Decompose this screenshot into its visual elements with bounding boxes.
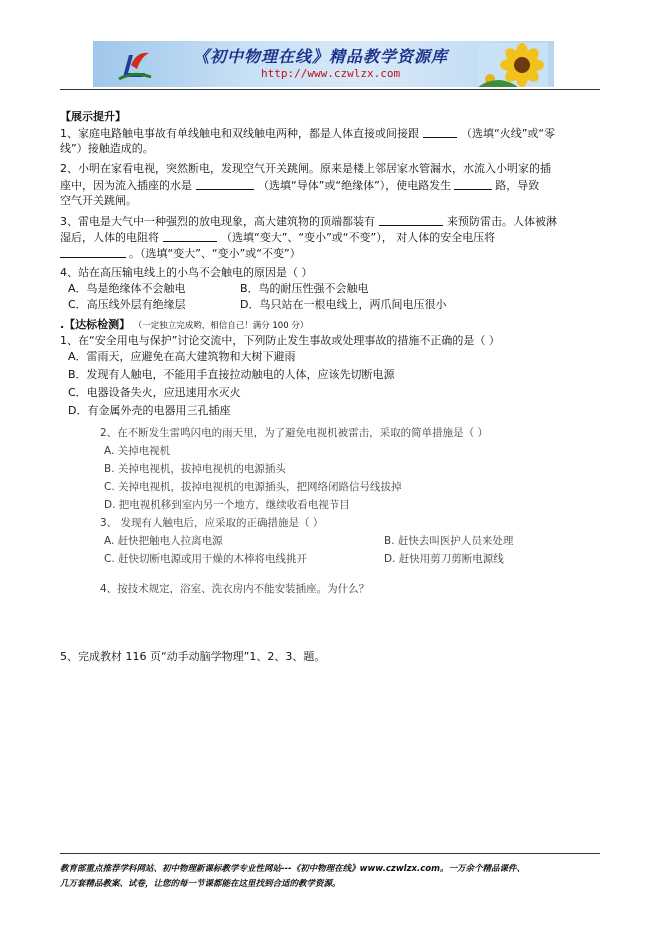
q3-text-d: （选填“变大”、“变小”或“不变”）， 对人体的安全电压将: [221, 231, 496, 244]
question-3-line-2: [60, 230, 495, 245]
q2-text-b: （选填“导体”或“绝缘体”），使电路发生: [258, 179, 452, 192]
question-3-line-3: [60, 246, 301, 261]
check-question-5: 5、完成教材 116 页“动手动脑学物理”1、2、3、题。: [60, 650, 326, 663]
question-3: [60, 214, 557, 229]
sunflower-icon: [478, 43, 548, 87]
check-q2-option-a[interactable]: A. 关掉电视机: [104, 445, 171, 457]
footer-line-2: 几万套精品教案、试卷，让您的每一节课都能在这里找到合适的教学资源。: [60, 879, 341, 889]
site-url[interactable]: http://www.czwlzx.com: [261, 67, 401, 80]
section-note: （一定独立完成哟，相信自己！满分 100 分）: [133, 321, 309, 331]
answer-blank[interactable]: [454, 178, 492, 190]
check-question-1: 1、在“安全用电与保护”讨论交流中，下列防止发生事故或处理事故的措施不正确的是（ ）: [60, 334, 500, 347]
answer-blank[interactable]: [423, 126, 457, 138]
header-banner: [93, 41, 554, 87]
check-question-4: 4、按技术规定，浴室、洗衣房内不能安装插座。为什么？: [100, 583, 370, 595]
check-q1-option-d[interactable]: D．有金属外壳的电器用三孔插座: [68, 404, 231, 417]
header-divider: [60, 89, 600, 90]
q4-option-c[interactable]: C．高压线外层有绝缘层: [68, 298, 186, 311]
question-1: [60, 126, 555, 141]
check-q2-option-b[interactable]: B. 关掉电视机，拔掉电视机的电源插头: [104, 463, 286, 475]
q1-text-b: （选填“火线”或“零: [461, 127, 556, 140]
footer-divider: [60, 853, 600, 854]
check-q3-option-c[interactable]: C. 赶快切断电源或用干燥的木棒将电线挑开: [104, 553, 308, 565]
q3-text-c: 湿后，人体的电阻将: [60, 231, 159, 244]
q2-text-a: 座中，因为流入插座的水是: [60, 179, 192, 192]
q3-text-a: 3、雷电是大气中一种强烈的放电现象，高大建筑物的顶端都装有: [60, 215, 375, 228]
section-title-assessment-row: [60, 318, 308, 333]
check-q3-option-d[interactable]: D. 赶快用剪刀剪断电源线: [384, 553, 504, 565]
check-q2-option-c[interactable]: C. 关掉电视机，拔掉电视机的电源插头，把网络闭路信号线拔掉: [104, 481, 402, 493]
q4-option-a[interactable]: A．鸟是绝缘体不会触电: [68, 282, 186, 295]
section-title-assessment: .【达标检测】: [60, 318, 131, 331]
check-q1-option-c[interactable]: C．电器设备失火，应迅速用水灭火: [68, 386, 241, 399]
question-4: 4、站在高压输电线上的小鸟不会触电的原因是（ ）: [60, 266, 313, 279]
site-title: 《初中物理在线》精品教学资源库: [193, 47, 449, 66]
answer-blank[interactable]: [163, 230, 217, 242]
check-question-3: 3、 发现有人触电后，应采取的正确措施是（ ）: [100, 517, 324, 529]
check-q1-option-a[interactable]: A．雷雨天，应避免在高大建筑物和大树下避雨: [68, 350, 296, 363]
answer-blank[interactable]: [60, 246, 126, 258]
question-2: 2、小明在家看电视，突然断电，发现空气开关跳闸。原来是楼上邻居家水管漏水，水流入小明家的插: [60, 162, 551, 175]
question-2-line-2: [60, 178, 539, 193]
site-logo-icon: [115, 47, 153, 83]
q3-text-e: 。（选填“变大”、“变小”或“不变”）: [129, 247, 301, 260]
question-2-line-3: 空气开关跳闸。: [60, 194, 137, 207]
footer-line-1: 教育部重点推荐学科网站、初中物理新课标教学专业性网站---《初中物理在线》www.czwlzx.com。一万余个精品课件、: [60, 864, 525, 874]
q3-text-b: 来预防雷击。人体被淋: [447, 215, 557, 228]
check-q1-option-b[interactable]: B．发现有人触电，不能用手直接拉动触电的人体，应该先切断电源: [68, 368, 395, 381]
check-question-2: 2、在不断发生雷鸣闪电的雨天里，为了避免电视机被雷击，采取的简单措施是（ ）: [100, 427, 489, 439]
answer-blank[interactable]: [379, 214, 443, 226]
section-title-showcase: 【展示提升】: [60, 110, 126, 123]
check-q2-option-d[interactable]: D. 把电视机移到室内另一个地方，继续收看电视节目: [104, 499, 350, 511]
q4-option-d[interactable]: D．鸟只站在一根电线上，两爪间电压很小: [240, 298, 447, 311]
answer-blank[interactable]: [196, 178, 254, 190]
check-q3-option-a[interactable]: A. 赶快把触电人拉离电源: [104, 535, 223, 547]
check-q3-option-b[interactable]: B. 赶快去叫医护人员来处理: [384, 535, 514, 547]
q2-text-c: 路，导致: [495, 179, 540, 192]
q1-text-a: 1、家庭电路触电事故有单线触电和双线触电两种，都是人体直接或间接跟: [60, 127, 419, 140]
q4-option-b[interactable]: B．鸟的耐压性强不会触电: [240, 282, 369, 295]
question-1-line-2: 线”）接触造成的。: [60, 142, 154, 155]
